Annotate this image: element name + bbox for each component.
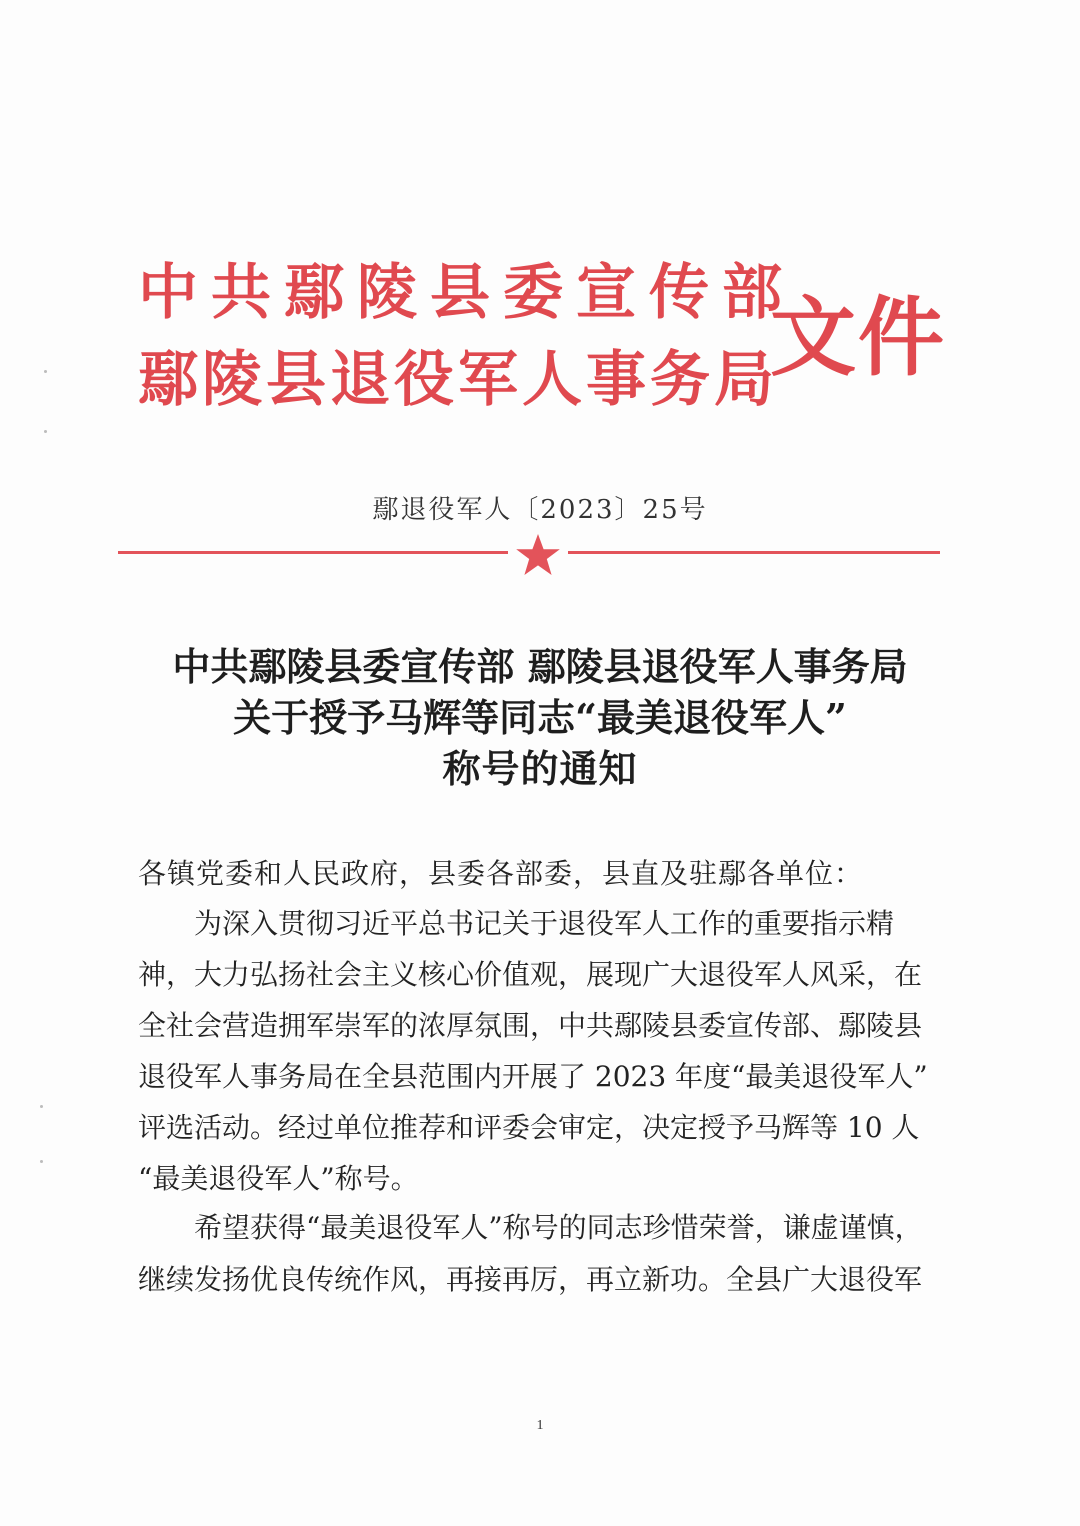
- notice-title-line-2: 关于授予马辉等同志“最美退役军人”: [233, 695, 847, 740]
- paragraph-line: 为深入贯彻习近平总书记关于退役军人工作的重要指示精: [138, 907, 895, 940]
- paragraph-line: 希望获得“最美退役军人”称号的同志珍惜荣誉，谦虚谨慎，: [138, 1211, 923, 1244]
- issuer-name-veterans-bureau: 鄢陵县退役军人事务局: [138, 345, 778, 415]
- paragraph-line: 评选活动。经过单位推荐和评委会审定，决定授予马辉等 10 人: [138, 1111, 920, 1144]
- page-number: 1: [536, 1418, 544, 1433]
- notice-title-line-3: 称号的通知: [442, 746, 638, 791]
- paragraph-line: “最美退役军人”称号。: [138, 1162, 419, 1195]
- paragraph-line: 继续发扬优良传统作风，再接再厉，再立新功。全县广大退役军: [138, 1263, 923, 1296]
- paragraph-line: 退役军人事务局在全县范围内开展了 2023 年度“最美退役军人”: [138, 1060, 928, 1093]
- red-header: [138, 255, 958, 425]
- issuer-name-propaganda: 中共鄢陵县委宣传部: [138, 258, 795, 328]
- red-divider-right: [568, 551, 940, 554]
- red-star-icon: [514, 532, 562, 578]
- paragraph-line: 神，大力弘扬社会主义核心价值观，展现广大退役军人风采，在: [138, 958, 923, 991]
- red-divider-left: [118, 551, 508, 554]
- notice-title-line-1: 中共鄢陵县委宣传部 鄢陵县退役军人事务局: [172, 644, 908, 689]
- paragraph-line: 全社会营造拥军崇军的浓厚氛围，中共鄢陵县委宣传部、鄢陵县: [138, 1009, 923, 1042]
- scan-speck: [44, 370, 47, 373]
- scan-speck: [40, 1105, 43, 1108]
- scan-speck: [44, 430, 47, 433]
- document-number: 鄢退役军人〔2023〕25号: [372, 495, 708, 525]
- scan-speck: [40, 1160, 43, 1163]
- salutation: 各镇党委和人民政府，县委各部委，县直及驻鄢各单位：: [138, 857, 864, 890]
- document-type-label: 文件: [770, 287, 946, 388]
